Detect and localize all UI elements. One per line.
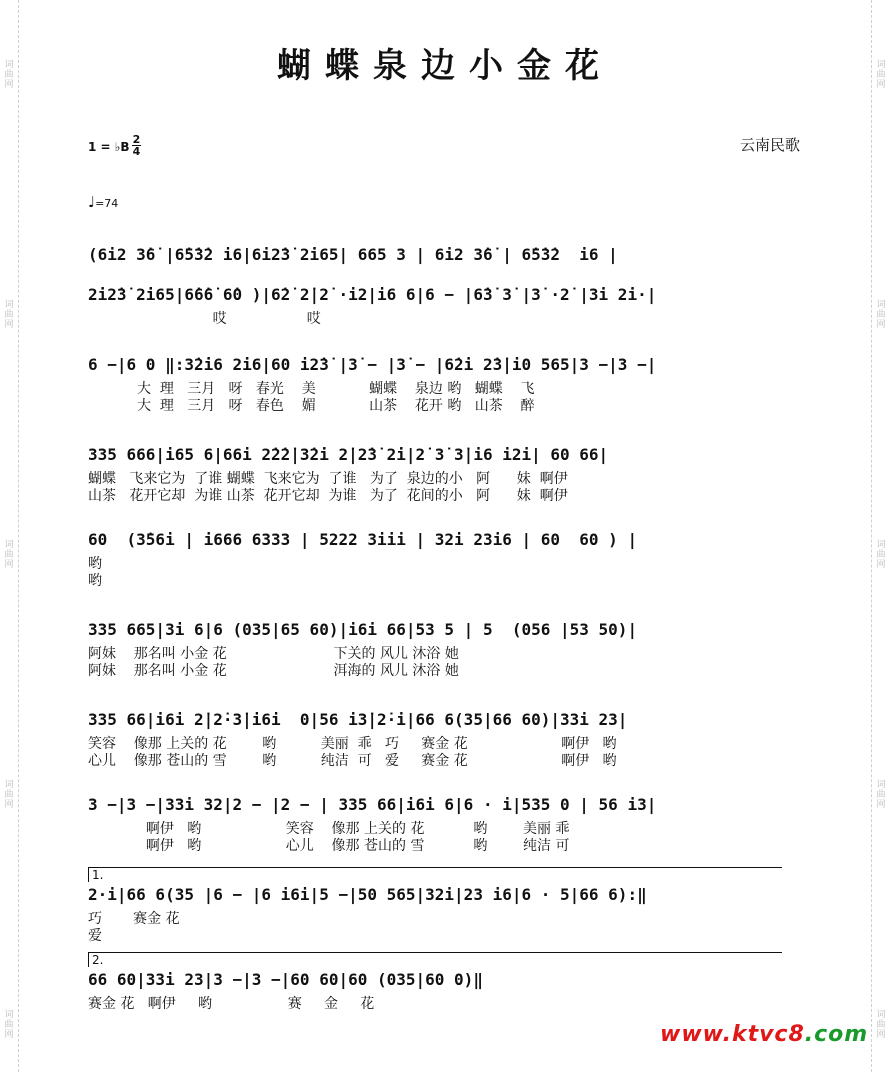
side-mark: 词曲网 bbox=[4, 300, 14, 330]
notation-line: 335 666|i65 6|66i 2̇2̇2̇|3̇2̇i 2̇|2̇3̇ 2̇i|2̇ 3̇ 3̇|i6 i2i| 60 66| bbox=[88, 445, 609, 464]
time-signature bbox=[132, 134, 141, 157]
left-side-rail bbox=[0, 0, 19, 1072]
lyric-line: 啊伊 哟 心儿 像那 苍山的 雪 哟 纯洁 可 bbox=[88, 838, 570, 854]
lyric-line: 啊伊 哟 笑容 像那 上关的 花 哟 美丽 乖 bbox=[88, 821, 570, 837]
lyric-line: 心儿 像那 苍山的 雪 哟 纯洁 可 爱 赛金 花 啊伊 哟 bbox=[88, 753, 617, 769]
side-mark: 词曲网 bbox=[4, 780, 14, 810]
side-mark: 词曲网 bbox=[4, 60, 14, 90]
side-mark: 词曲网 bbox=[876, 1010, 886, 1040]
side-mark: 词曲网 bbox=[876, 300, 886, 330]
lyric-line: 哎 哎 bbox=[88, 311, 321, 327]
side-mark: 词曲网 bbox=[4, 540, 14, 570]
volta-bracket: 1. bbox=[88, 867, 782, 882]
notation-line: 335 66|i6i 2̇|2̇·3̇|i6i 0|56 i3̇|2̇·i|66 6(35|66 60)|33i 23| bbox=[88, 710, 628, 729]
tempo-marking bbox=[88, 193, 118, 211]
side-mark: 词曲网 bbox=[876, 780, 886, 810]
notation-line: 60 (3̇56i | i666 6333 | 5222 3iii | 32i 23i6 | 60 60 ) | bbox=[88, 530, 638, 549]
notation-line: 2̇i2̇3̇ 2̇i65|6̇6̇6̇ 6̇0 )|6̇2̇ 2̇|2̇ ·i2|i6 6|6 − |6̇3̇ 3̇ |3̇ ·2̇ |3̇i 2̇i·| bbox=[88, 285, 657, 304]
lyric-line: 大 理 三月 呀 春光 美 蝴蝶 泉边 哟 蝴蝶 飞 bbox=[88, 381, 535, 397]
lyric-line: 蝴蝶 飞来它为 了谁 蝴蝶 飞来它为 了谁 为了 泉边的小 阿 妹 啊伊 bbox=[88, 471, 568, 487]
site-watermark bbox=[660, 1022, 868, 1047]
notation-line: 6 −|6 0 ‖:3̇2̇i6 2̇i6|60 i2̇3̇ |3̇ − |3̇ − |6̇2̇i 2̇3̇|i0 565|3 −|3 −| bbox=[88, 355, 657, 374]
side-mark: 词曲网 bbox=[876, 540, 886, 570]
time-signature-bottom: 4 bbox=[132, 145, 141, 158]
quarter-note-icon: ♩ bbox=[88, 193, 96, 211]
time-signature-top: 2 bbox=[132, 133, 141, 146]
lyric-line: 笑容 像那 上关的 花 哟 美丽 乖 巧 赛金 花 啊伊 哟 bbox=[88, 736, 617, 752]
lyric-line: 大 理 三月 呀 春色 媚 山茶 花开 哟 山茶 醉 bbox=[88, 398, 535, 414]
song-title: 蝴蝶泉边小金花 bbox=[277, 46, 613, 86]
lyric-line: 爱 bbox=[88, 928, 102, 944]
key-signature: 1 = ♭B bbox=[88, 140, 130, 154]
notation-line: 2·i|66 6(35 |6 − |6 i6i|5 −|50 565|32i|23 i6|6 · 5|66 6):‖ bbox=[88, 885, 647, 904]
watermark-suffix: .com bbox=[804, 1022, 869, 1047]
lyric-line: 哟 bbox=[88, 556, 102, 572]
lyric-line: 阿妹 那名叫 小金 花 下关的 风儿 沐浴 她 bbox=[88, 646, 459, 662]
lyric-line: 山茶 花开它却 为谁 山茶 花开它却 为谁 为了 花间的小 阿 妹 啊伊 bbox=[88, 488, 568, 504]
notation-line: 66 60|33i 23|3 −|3 −|60 60|60 (035|60 0)‖ bbox=[88, 970, 483, 989]
song-origin: 云南民歌 bbox=[740, 136, 801, 154]
notation-line: 3 −|3 −|33i 32|2 − |2 − | 335 66|i6i 6|6 · i|535 0 | 56 i3| bbox=[88, 795, 657, 814]
lyric-line: 哟 bbox=[88, 573, 102, 589]
tempo-value: =74 bbox=[95, 197, 119, 210]
lyric-line: 阿妹 那名叫 小金 花 洱海的 风儿 沐浴 她 bbox=[88, 663, 459, 679]
volta-bracket: 2. bbox=[88, 952, 782, 967]
lyric-line: 赛金 花 啊伊 哟 赛 金 花 bbox=[88, 996, 375, 1012]
lyric-line: 巧 赛金 花 bbox=[88, 911, 180, 927]
notation-line: 335 665|3i 6|6 (035|65 60)|i6i 66|53 5 | 5 (056 |53 50)| bbox=[88, 620, 638, 639]
right-side-rail bbox=[871, 0, 890, 1072]
watermark-brand: ktvc8 bbox=[731, 1022, 805, 1047]
notation-line: (6i2 3̇6̇ |6̇5̇3̇2 i6|6i2̇3̇ 2̇i65| 665 3 | 6i2 3̇6̇ | 6̇5̇3̇2 i6 | bbox=[88, 245, 618, 264]
side-mark: 词曲网 bbox=[876, 60, 886, 90]
side-mark: 词曲网 bbox=[4, 1010, 14, 1040]
watermark-prefix: www. bbox=[660, 1022, 732, 1047]
